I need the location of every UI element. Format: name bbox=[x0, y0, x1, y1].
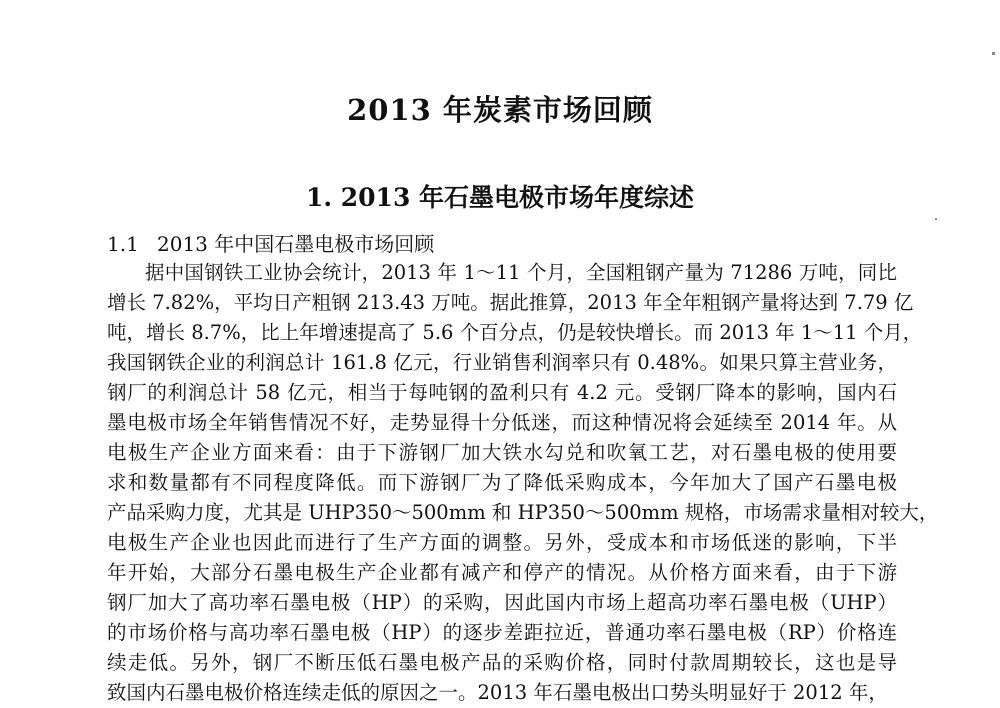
text-line: 电极生产企业也因此而进行了生产方面的调整。另外，受成本和市场低迷的影响，下半 bbox=[107, 531, 897, 554]
text-line: 墨电极市场全年销售情况不好，走势显得十分低迷，而这种情况将会延续至 2014 年。从 bbox=[107, 411, 897, 434]
text-line: 致国内石墨电极价格连续走低的原因之一。2013 年石墨电极出口势头明显好于 2012 年， bbox=[107, 681, 888, 704]
text-line: 我国钢铁企业的利润总计 161.8 亿元，行业销售利润率只有 0.48%。如果只算主营业务， bbox=[107, 351, 897, 374]
text-line: 据中国钢铁工业协会统计，2013 年 1～11 个月，全国粗钢产量为 71286 万吨，同比 bbox=[145, 261, 897, 284]
text-line: 的市场价格与高功率石墨电极（HP）的逐步差距拉近，普通功率石墨电极（RP）价格连 bbox=[107, 621, 897, 644]
text-line: 增长 7.82%，平均日产粗钢 213.43 万吨。据此推算，2013 年全年粗钢产量将达到 7.79 亿 bbox=[107, 291, 914, 314]
text-line: 年开始，大部分石墨电极生产企业都有减产和停产的情况。从价格方面来看，由于下游 bbox=[107, 561, 897, 584]
text-line: 求和数量都有不同程度降低。而下游钢厂为了降低采购成本，今年加大了国产石墨电极 bbox=[107, 471, 897, 494]
subsection-heading bbox=[107, 228, 434, 257]
text-line: 钢厂的利润总计 58 亿元，相当于每吨钢的盈利只有 4.2 元。受钢厂降本的影响，国内石 bbox=[107, 381, 897, 404]
document-title: 2013 年炭素市场回顾 bbox=[347, 93, 653, 127]
scan-speck bbox=[992, 52, 995, 55]
text-line: 吨，增长 8.7%，比上年增速提高了 5.6 个百分点，仍是较快增长。而 2013 年 1～11 个月， bbox=[107, 321, 923, 344]
text-line: 产品采购力度，尤其是 UHP350～500mm 和 HP350～500mm 规格，市场需求量相对较大， bbox=[107, 501, 939, 524]
section-title: 1. 2013 年石墨电极市场年度综述 bbox=[305, 183, 695, 212]
subsection-number: 1.1 bbox=[107, 232, 139, 256]
text-line: 钢厂加大了高功率石墨电极（HP）的采购，因此国内市场上超高功率石墨电极（UHP） bbox=[107, 591, 897, 614]
subsection-title: 2013 年中国石墨电极市场回顾 bbox=[157, 232, 435, 256]
text-line: 电极生产企业方面来看：由于下游钢厂加大铁水勾兑和吹氧工艺，对石墨电极的使用要 bbox=[107, 441, 897, 464]
scan-speck bbox=[935, 218, 937, 220]
text-line: 续走低。另外，钢厂不断压低石墨电极产品的采购价格，同时付款周期较长，这也是导 bbox=[107, 651, 897, 674]
body-paragraph bbox=[107, 258, 939, 708]
